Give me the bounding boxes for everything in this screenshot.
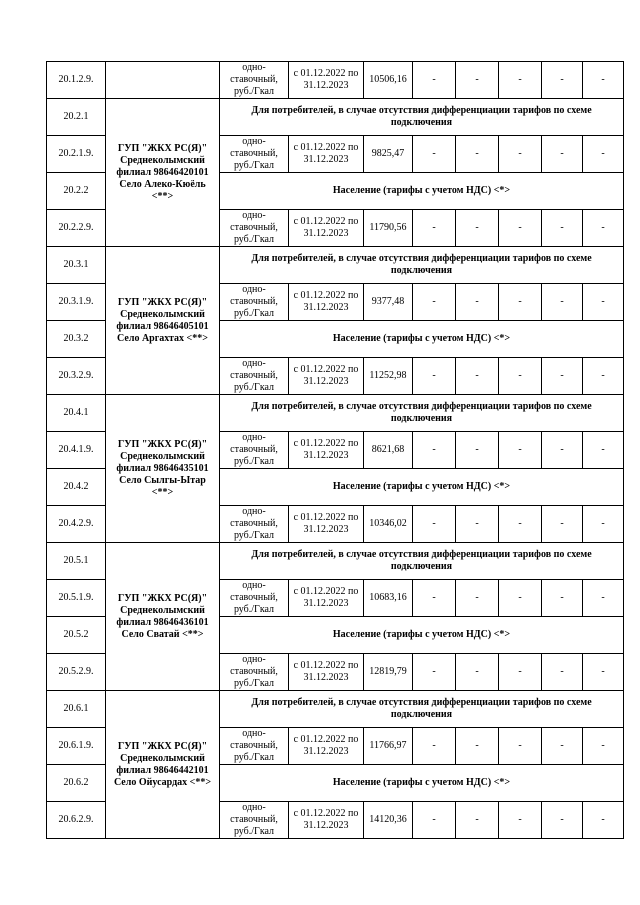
section-header-text: Население (тарифы с учетом НДС) <*> <box>220 617 624 654</box>
empty-value-cell: - <box>583 432 624 469</box>
table-row <box>47 62 624 99</box>
row-number: 20.4.2.9. <box>47 506 106 543</box>
empty-value-cell: - <box>542 654 583 691</box>
empty-value-cell: - <box>583 654 624 691</box>
empty-value-cell: - <box>456 506 499 543</box>
organization-cell: ГУП "ЖКХ РС(Я)" Среднеколымский филиал 98646405101 Село Аргахтах <**> <box>106 247 220 395</box>
section-header-text: Население (тарифы с учетом НДС) <*> <box>220 321 624 358</box>
row-number: 20.6.1 <box>47 691 106 728</box>
unit-cell: одно-ставочный, руб./Гкал <box>220 358 289 395</box>
section-header-text: Население (тарифы с учетом НДС) <*> <box>220 173 624 210</box>
empty-value-cell: - <box>413 432 456 469</box>
section-header-text: Для потребителей, в случае отсутствия дифференциации тарифов по схеме подключения <box>220 691 624 728</box>
section-header-row <box>47 395 624 432</box>
price-cell: 10506,16 <box>364 62 413 99</box>
empty-value-cell: - <box>542 432 583 469</box>
empty-value-cell: - <box>456 210 499 247</box>
row-number: 20.5.1.9. <box>47 580 106 617</box>
section-header-text: Население (тарифы с учетом НДС) <*> <box>220 765 624 802</box>
tariff-table <box>46 61 624 839</box>
row-number: 20.2.2 <box>47 173 106 210</box>
empty-value-cell: - <box>456 654 499 691</box>
row-number: 20.6.2.9. <box>47 802 106 839</box>
organization-cell: ГУП "ЖКХ РС(Я)" Среднеколымский филиал 98646442101 Село Ойусардах <**> <box>106 691 220 839</box>
unit-cell: одно-ставочный, руб./Гкал <box>220 728 289 765</box>
section-header-row <box>47 247 624 284</box>
empty-value-cell: - <box>499 432 542 469</box>
period-cell: с 01.12.2022 по 31.12.2023 <box>289 506 364 543</box>
unit-cell: одно-ставочный, руб./Гкал <box>220 654 289 691</box>
period-cell: с 01.12.2022 по 31.12.2023 <box>289 136 364 173</box>
price-cell: 12819,79 <box>364 654 413 691</box>
empty-value-cell: - <box>542 210 583 247</box>
section-header-row <box>47 99 624 136</box>
empty-value-cell: - <box>542 728 583 765</box>
period-cell: с 01.12.2022 по 31.12.2023 <box>289 358 364 395</box>
section-header-text: Население (тарифы с учетом НДС) <*> <box>220 469 624 506</box>
period-cell: с 01.12.2022 по 31.12.2023 <box>289 580 364 617</box>
empty-value-cell: - <box>456 432 499 469</box>
empty-value-cell: - <box>413 728 456 765</box>
row-number: 20.4.1.9. <box>47 432 106 469</box>
row-number: 20.4.1 <box>47 395 106 432</box>
organization-cell <box>106 62 220 99</box>
empty-value-cell: - <box>542 506 583 543</box>
empty-value-cell: - <box>583 580 624 617</box>
empty-value-cell: - <box>499 506 542 543</box>
empty-value-cell: - <box>583 358 624 395</box>
organization-cell: ГУП "ЖКХ РС(Я)" Среднеколымский филиал 98646420101 Село Алеко-Кюёль <**> <box>106 99 220 247</box>
row-number: 20.2.1.9. <box>47 136 106 173</box>
unit-cell: одно-ставочный, руб./Гкал <box>220 432 289 469</box>
empty-value-cell: - <box>583 284 624 321</box>
empty-value-cell: - <box>499 284 542 321</box>
empty-value-cell: - <box>583 506 624 543</box>
empty-value-cell: - <box>542 580 583 617</box>
empty-value-cell: - <box>499 62 542 99</box>
unit-cell: одно-ставочный, руб./Гкал <box>220 210 289 247</box>
empty-value-cell: - <box>456 62 499 99</box>
section-header-row <box>47 691 624 728</box>
price-cell: 9377,48 <box>364 284 413 321</box>
period-cell: с 01.12.2022 по 31.12.2023 <box>289 654 364 691</box>
empty-value-cell: - <box>456 136 499 173</box>
section-header-text: Для потребителей, в случае отсутствия дифференциации тарифов по схеме подключения <box>220 99 624 136</box>
period-cell: с 01.12.2022 по 31.12.2023 <box>289 728 364 765</box>
empty-value-cell: - <box>413 62 456 99</box>
empty-value-cell: - <box>583 728 624 765</box>
section-header-row <box>47 543 624 580</box>
row-number: 20.3.1.9. <box>47 284 106 321</box>
row-number: 20.2.1 <box>47 99 106 136</box>
unit-cell: одно-ставочный, руб./Гкал <box>220 802 289 839</box>
row-number: 20.5.1 <box>47 543 106 580</box>
empty-value-cell: - <box>542 136 583 173</box>
empty-value-cell: - <box>583 210 624 247</box>
row-number: 20.5.2 <box>47 617 106 654</box>
row-number: 20.3.2 <box>47 321 106 358</box>
row-number: 20.3.2.9. <box>47 358 106 395</box>
period-cell: с 01.12.2022 по 31.12.2023 <box>289 62 364 99</box>
row-number: 20.3.1 <box>47 247 106 284</box>
unit-cell: одно-ставочный, руб./Гкал <box>220 506 289 543</box>
price-cell: 9825,47 <box>364 136 413 173</box>
empty-value-cell: - <box>413 210 456 247</box>
empty-value-cell: - <box>456 284 499 321</box>
price-cell: 10683,16 <box>364 580 413 617</box>
row-number: 20.4.2 <box>47 469 106 506</box>
empty-value-cell: - <box>456 802 499 839</box>
row-number: 20.6.2 <box>47 765 106 802</box>
price-cell: 14120,36 <box>364 802 413 839</box>
empty-value-cell: - <box>413 358 456 395</box>
empty-value-cell: - <box>542 284 583 321</box>
empty-value-cell: - <box>413 506 456 543</box>
price-cell: 11766,97 <box>364 728 413 765</box>
empty-value-cell: - <box>413 136 456 173</box>
empty-value-cell: - <box>413 580 456 617</box>
section-header-text: Для потребителей, в случае отсутствия дифференциации тарифов по схеме подключения <box>220 247 624 284</box>
price-cell: 10346,02 <box>364 506 413 543</box>
empty-value-cell: - <box>542 358 583 395</box>
empty-value-cell: - <box>456 728 499 765</box>
empty-value-cell: - <box>413 654 456 691</box>
empty-value-cell: - <box>542 802 583 839</box>
empty-value-cell: - <box>413 802 456 839</box>
row-number: 20.6.1.9. <box>47 728 106 765</box>
empty-value-cell: - <box>583 136 624 173</box>
price-cell: 11252,98 <box>364 358 413 395</box>
row-number: 20.5.2.9. <box>47 654 106 691</box>
empty-value-cell: - <box>499 210 542 247</box>
section-header-text: Для потребителей, в случае отсутствия дифференциации тарифов по схеме подключения <box>220 543 624 580</box>
section-header-text: Для потребителей, в случае отсутствия дифференциации тарифов по схеме подключения <box>220 395 624 432</box>
empty-value-cell: - <box>583 62 624 99</box>
unit-cell: одно-ставочный, руб./Гкал <box>220 62 289 99</box>
empty-value-cell: - <box>542 62 583 99</box>
unit-cell: одно-ставочный, руб./Гкал <box>220 580 289 617</box>
unit-cell: одно-ставочный, руб./Гкал <box>220 136 289 173</box>
period-cell: с 01.12.2022 по 31.12.2023 <box>289 432 364 469</box>
empty-value-cell: - <box>499 358 542 395</box>
organization-cell: ГУП "ЖКХ РС(Я)" Среднеколымский филиал 98646436101 Село Сватай <**> <box>106 543 220 691</box>
empty-value-cell: - <box>456 580 499 617</box>
organization-cell: ГУП "ЖКХ РС(Я)" Среднеколымский филиал 98646435101 Село Сылгы-Ытар <**> <box>106 395 220 543</box>
price-cell: 8621,68 <box>364 432 413 469</box>
empty-value-cell: - <box>499 580 542 617</box>
empty-value-cell: - <box>456 358 499 395</box>
empty-value-cell: - <box>583 802 624 839</box>
price-cell: 11790,56 <box>364 210 413 247</box>
period-cell: с 01.12.2022 по 31.12.2023 <box>289 802 364 839</box>
empty-value-cell: - <box>499 728 542 765</box>
empty-value-cell: - <box>499 802 542 839</box>
row-number: 20.2.2.9. <box>47 210 106 247</box>
unit-cell: одно-ставочный, руб./Гкал <box>220 284 289 321</box>
empty-value-cell: - <box>499 136 542 173</box>
empty-value-cell: - <box>499 654 542 691</box>
period-cell: с 01.12.2022 по 31.12.2023 <box>289 210 364 247</box>
empty-value-cell: - <box>413 284 456 321</box>
period-cell: с 01.12.2022 по 31.12.2023 <box>289 284 364 321</box>
row-number: 20.1.2.9. <box>47 62 106 99</box>
